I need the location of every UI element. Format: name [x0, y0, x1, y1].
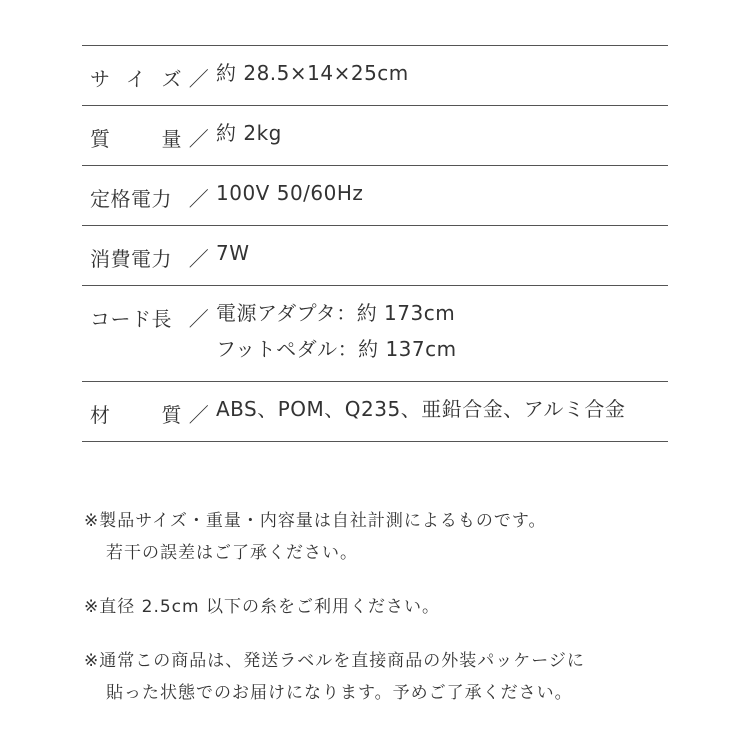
- spec-separator: ／: [188, 247, 210, 271]
- spec-row-cord-length: [82, 286, 668, 382]
- spec-separator: ／: [188, 403, 210, 427]
- note-measurement: ※製品サイズ・重量・内容量は自社計測によるものです。 若干の誤差はご了承ください。: [84, 511, 547, 563]
- spec-separator: ／: [188, 127, 210, 151]
- spec-value: 7W: [216, 241, 250, 265]
- spec-separator: ／: [188, 307, 210, 331]
- spec-row-size: [82, 46, 668, 106]
- note-thread-diameter: ※直径 2.5cm 以下の糸をご利用ください。: [84, 597, 440, 617]
- spec-separator: ／: [188, 187, 210, 211]
- spec-value: 約 2kg: [216, 121, 282, 145]
- spec-value: 100V 50/60Hz: [216, 181, 364, 205]
- spec-label: 消費電力: [90, 247, 172, 271]
- note-shipping-label: ※通常この商品は、発送ラベルを直接商品の外装パッケージに 貼った状態でのお届けになります。予めご了承ください。: [84, 651, 585, 703]
- notes: [84, 505, 684, 731]
- spec-label: 材 質: [90, 403, 182, 427]
- spec-value: 電源アダプタ：約 173cm フットペダル：約 137cm: [216, 301, 457, 361]
- spec-separator: ／: [188, 67, 210, 91]
- spec-label: コード長: [90, 307, 172, 331]
- spec-value: 約 28.5×14×25cm: [216, 61, 409, 85]
- spec-row-rated-power: [82, 166, 668, 226]
- spec-value: ABS、POM、Q235、亜鉛合金、アルミ合金: [216, 397, 626, 421]
- spec-table: [82, 45, 668, 442]
- spec-row-power-consumption: [82, 226, 668, 286]
- spec-label: 定格電力: [90, 187, 172, 211]
- spec-row-material: [82, 382, 668, 442]
- spec-label: サ イ ズ: [90, 67, 182, 91]
- spec-label: 質 量: [90, 127, 182, 151]
- spec-row-weight: [82, 106, 668, 166]
